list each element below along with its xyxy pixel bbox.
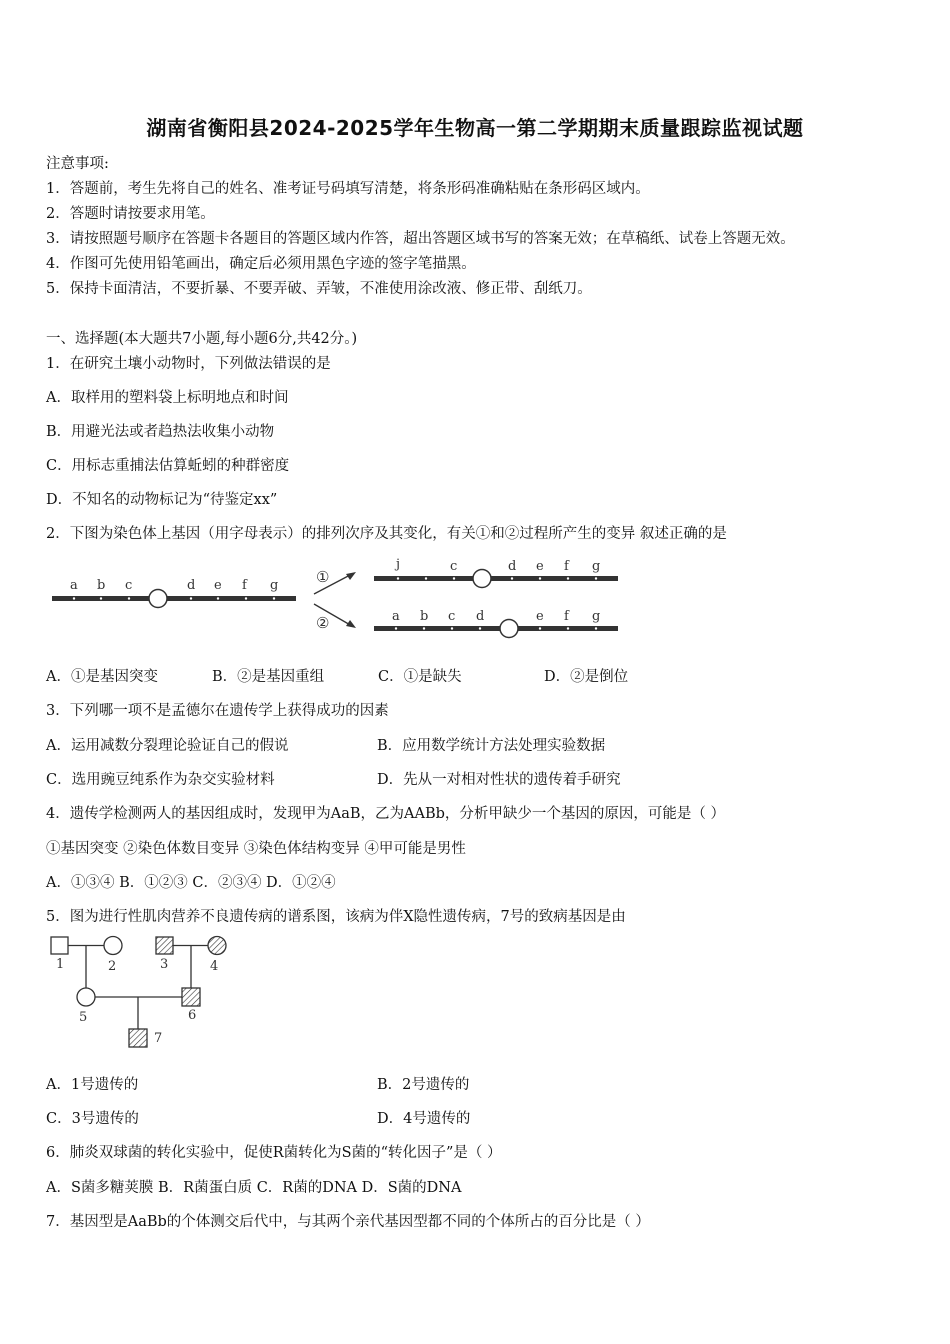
gene-label: e	[536, 609, 544, 624]
gene-label: c	[450, 559, 458, 574]
q2-option-d: D．②是倒位	[544, 669, 629, 685]
q5-option-d: D．4号遗传的	[377, 1111, 471, 1127]
q5-option-b: B．2号遗传的	[377, 1077, 470, 1093]
centromere	[500, 620, 518, 638]
q4-sub: ①基因突变 ②染色体数目变异 ③染色体结构变异 ④甲可能是男性	[46, 841, 466, 857]
notice-item: 4．作图可先使用铅笔画出，确定后必须用黑色字迹的签字笔描黑。	[46, 256, 476, 272]
q1-option-b: B．用避光法或者趋热法收集小动物	[46, 424, 275, 440]
notice-item: 5．保持卡面清洁，不要折暴、不要弄破、弄皱，不准使用涂改液、修正带、刮纸刀。	[46, 281, 592, 297]
q5-options-row2	[46, 1107, 470, 1128]
gene-label: f	[564, 559, 569, 574]
q4-options: A．①③④ B．①②③ C．②③④ D．①②④	[46, 875, 336, 891]
q1-option-d: D．不知名的动物标记为“待鉴定xx”	[46, 492, 278, 508]
gene-label: d	[508, 559, 517, 574]
pedigree-male-7	[129, 1029, 147, 1047]
process-2-label: ②	[316, 614, 330, 632]
notice-heading: 注意事项:	[46, 156, 109, 172]
centromere	[473, 570, 491, 588]
chromosome-bar	[374, 576, 618, 581]
q2-option-b: B．②是基因重组	[212, 669, 325, 685]
pedigree-female-5	[77, 988, 95, 1006]
chromosome-figure	[46, 552, 626, 652]
gene-label: g	[270, 578, 279, 593]
q1-option-a: A．取样用的塑料袋上标明地点和时间	[46, 390, 289, 406]
q3-options-row1	[46, 734, 605, 755]
q5-option-c: C．3号遗传的	[46, 1111, 139, 1127]
centromere	[149, 590, 167, 608]
process-1-label: ①	[316, 568, 330, 586]
pedigree-male-3	[156, 937, 173, 954]
q2-option-a: A．①是基因突变	[46, 669, 158, 685]
gene-label: a	[70, 578, 78, 593]
pedigree-label: 5	[79, 1010, 88, 1025]
q3-option-c: C．选用豌豆纯系作为杂交实验材料	[46, 772, 275, 788]
gene-label: e	[214, 578, 222, 593]
pedigree-label: 1	[56, 957, 65, 972]
q6-stem: 6．肺炎双球菌的转化实验中，促使R菌转化为S菌的“转化因子”是（ ）	[46, 1145, 502, 1161]
section-heading: 一、选择题(本大题共7小题,每小题6分,共42分。)	[46, 331, 358, 347]
pedigree-label: 3	[160, 957, 169, 972]
gene-label: b	[420, 609, 429, 624]
notice-item: 2．答题时请按要求用笔。	[46, 206, 215, 222]
chromosome-bar	[374, 626, 618, 631]
q7-stem: 7．基因型是AaBb的个体测交后代中，与其两个亲代基因型都不同的个体所占的百分比是（ ）	[46, 1214, 650, 1230]
q1-stem: 1．在研究土壤小动物时，下列做法错误的是	[46, 356, 331, 372]
pedigree-female-4	[208, 937, 226, 955]
pedigree-female-2	[104, 937, 122, 955]
gene-label: d	[187, 578, 196, 593]
gene-label: j	[396, 557, 401, 572]
notice-item: 1．答题前，考生先将自己的姓名、准考证号码填写清楚，将条形码准确粘贴在条形码区域内。	[46, 181, 650, 197]
gene-label: c	[125, 578, 133, 593]
gene-label: f	[242, 578, 247, 593]
q6-options: A．S菌多糖荚膜 B．R菌蛋白质 C．R菌的DNA D．S菌的DNA	[46, 1180, 462, 1196]
q3-option-d: D．先从一对相对性状的遗传着手研究	[377, 772, 621, 788]
q4-stem: 4．遗传学检测两人的基因组成时，发现甲为AaB，乙为AABb，分析甲缺少一个基因的原因，可能是（ ）	[46, 806, 725, 822]
gene-label: g	[592, 559, 601, 574]
notice-item: 3．请按照题号顺序在答题卡各题目的答题区域内作答，超出答题区域书写的答案无效；在草稿纸、试卷上答题无效。	[46, 231, 795, 247]
gene-label: g	[592, 609, 601, 624]
gene-label: a	[392, 609, 400, 624]
q3-option-b: B．应用数学统计方法处理实验数据	[377, 738, 606, 754]
q1-option-c: C．用标志重捕法估算蚯蚓的种群密度	[46, 458, 290, 474]
pedigree-label: 2	[108, 959, 117, 974]
q3-option-a: A．运用减数分裂理论验证自己的假说	[46, 738, 289, 754]
gene-label: c	[448, 609, 456, 624]
q3-options-row2	[46, 768, 621, 789]
q2-option-c: C．①是缺失	[378, 669, 462, 685]
q2-stem: 2．下图为染色体上基因（用字母表示）的排列次序及其变化，有关①和②过程所产生的变异 叙述正确的是	[46, 526, 727, 542]
q5-option-a: A．1号遗传的	[46, 1077, 139, 1093]
gene-label: b	[97, 578, 106, 593]
pedigree-label: 4	[210, 959, 219, 974]
pedigree-male-1	[51, 937, 68, 954]
chromosome-bar	[52, 596, 296, 601]
q5-options-row1	[46, 1073, 469, 1094]
q5-stem: 5．图为进行性肌肉营养不良遗传病的谱系图，该病为伴X隐性遗传病，7号的致病基因是由	[46, 909, 626, 925]
gene-label: f	[564, 609, 569, 624]
pedigree-chart	[46, 930, 246, 1055]
pedigree-label: 6	[188, 1008, 197, 1023]
q3-stem: 3．下列哪一项不是孟德尔在遗传学上获得成功的因素	[46, 703, 389, 719]
pedigree-label: 7	[154, 1031, 163, 1046]
gene-label: e	[536, 559, 544, 574]
q2-options	[46, 665, 628, 686]
pedigree-male-6	[182, 988, 200, 1006]
gene-label: d	[476, 609, 485, 624]
exam-title: 湖南省衡阳县2024-2025学年生物高一第二学期期末质量跟踪监视试题	[146, 116, 804, 140]
